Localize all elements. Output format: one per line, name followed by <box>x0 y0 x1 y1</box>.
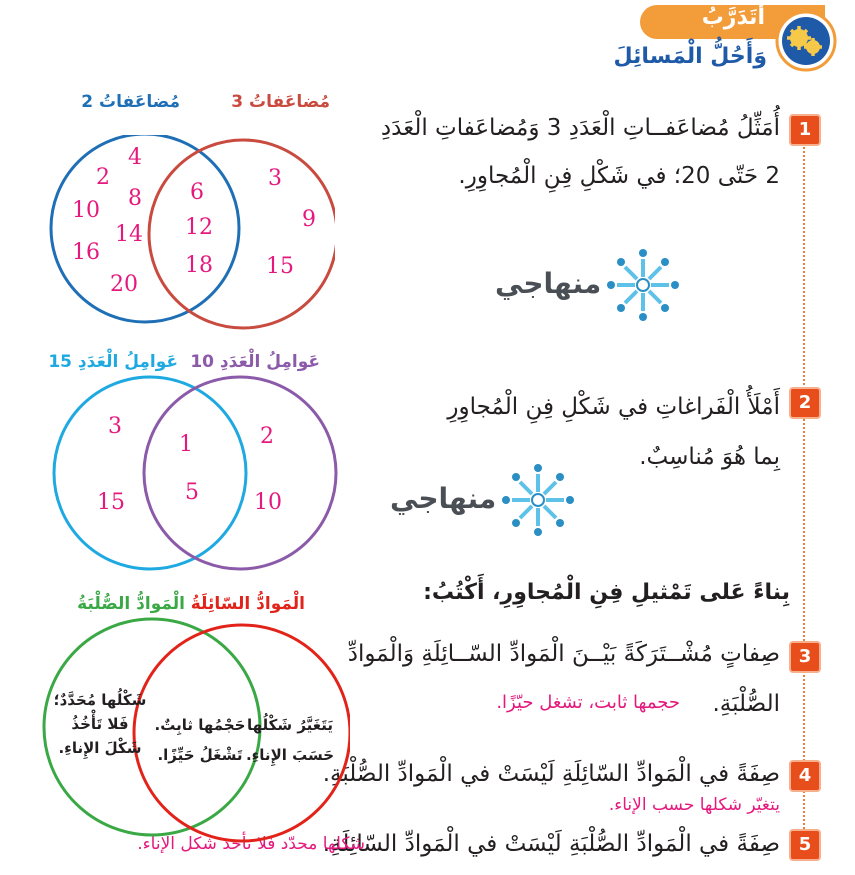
venn2-value: 2 <box>260 424 274 449</box>
venn3-left-line: فَلا تَأْخُذُ <box>71 715 129 733</box>
venn3-left-title: الْمَوادُّ الصُّلْبَةُ <box>77 594 185 614</box>
venn3-left-text <box>45 688 155 760</box>
question-3-number: 3 <box>789 641 821 673</box>
question-5-answer: شكلها محدّد فلا تأخذ شكل الإناء. <box>137 834 365 854</box>
venn2-value: 1 <box>179 432 193 457</box>
question-3-answer: حجمها ثابت، تشغل حيّزًا. <box>496 692 680 713</box>
venn1-value: 12 <box>185 215 213 240</box>
header-title-line2: وَأَحُلُّ الْمَسائِلَ <box>613 44 767 69</box>
manhaji-logo-1 <box>495 245 695 325</box>
venn3-right-line: يَتَغَيَّرُ شَكْلُها <box>246 716 334 734</box>
instruction-heading: بِناءً عَلى تَمْثيلِ فِنِ الْمُجاوِرِ، أَكْتُبُ: <box>423 580 790 605</box>
venn1-right-title: مُضاعَفاتُ 3 <box>231 92 330 112</box>
venn3-both-line: تَشْغَلُ حَيِّزًا. <box>157 746 243 764</box>
venn1-value: 4 <box>128 145 142 170</box>
venn1-value: 14 <box>115 222 143 247</box>
venn1-value: 9 <box>302 207 316 232</box>
venn1-right-circle <box>149 140 335 328</box>
venn3-left-line: شَكْلَ الإِناءِ. <box>58 739 142 757</box>
venn2-left-circle <box>54 377 246 569</box>
venn1-value: 20 <box>110 272 138 297</box>
question-4-line1: صِفَةً في الْمَوادِّ السّائِلَةِ لَيْسَتْ في الْمَوادِّ الصُّلْبَةِ. <box>322 761 780 787</box>
manhaji-emblem-icon <box>603 245 683 325</box>
venn1-left-title: مُضاعَفاتُ 2 <box>81 92 180 112</box>
venn3-left-line: شَكْلُها مُحَدَّدٌ؛ <box>53 691 147 709</box>
timeline-divider <box>803 120 805 860</box>
venn2-value: 15 <box>97 490 125 515</box>
question-2-line1: أَمْلَأُ الْفَراغاتِ في شَكْلِ فِنِ الْمُجاوِرِ <box>447 394 780 420</box>
question-2-number: 2 <box>789 387 821 419</box>
question-2-line2: بِما هُوَ مُناسِبٌ. <box>639 444 780 470</box>
venn3-right-title: الْمَوادُّ السّائِلَةُ <box>190 594 305 614</box>
question-1-line2: 2 حَتّى 20؛ في شَكْلِ فِنِ الْمُجاوِرِ. <box>458 163 780 189</box>
question-3-line2: الصُّلْبَةِ. <box>712 691 780 717</box>
question-1-line1: أُمَثِّلُ مُضاعَفــاتِ الْعَدَدِ 3 وَمُضاعَفاتِ الْعَدَدِ <box>380 115 780 141</box>
venn3-right-line: حَسَبَ الإِناءِ. <box>245 746 335 764</box>
question-1-number: 1 <box>789 114 821 146</box>
venn2-value: 10 <box>254 490 282 515</box>
gears-icon <box>775 10 837 72</box>
venn1-value: 15 <box>266 254 294 279</box>
question-5-number: 5 <box>789 829 821 861</box>
venn2-value: 5 <box>185 480 199 505</box>
question-3-line1: صِفاتٍ مُشْــتَرَكَةً بَيْــنَ الْمَوادِّ السّــائِلَةِ وَالْمَوادِّ <box>347 641 780 667</box>
venn1-value: 3 <box>268 166 282 191</box>
header-title-line1: أَتَدَرَّبُ <box>701 5 765 30</box>
venn2-value: 3 <box>108 414 122 439</box>
venn2-left-title: عَوامِلُ الْعَدَدِ 15 <box>48 352 178 372</box>
venn1-value: 2 <box>96 165 110 190</box>
manhaji-emblem-icon <box>498 460 578 540</box>
venn1-value: 16 <box>72 240 100 265</box>
question-4-number: 4 <box>789 760 821 792</box>
manhaji-logo-text: منهاجي <box>390 482 497 515</box>
venn3-both-line: حَجْمُها ثابِتٌ. <box>154 716 246 734</box>
manhaji-logo-2 <box>390 458 590 538</box>
venn3-right-text <box>235 710 345 770</box>
question-5-line1: صِفَةً في الْمَوادِّ الصُّلْبَةِ لَيْسَتْ في الْمَوادِّ السّائِلَةِ. <box>322 831 780 857</box>
venn2-right-circle <box>144 377 336 569</box>
venn1-value: 18 <box>185 253 213 278</box>
venn-diagram-2 <box>50 375 340 575</box>
manhaji-logo-text: منهاجي <box>495 267 602 300</box>
venn1-value: 10 <box>72 198 100 223</box>
venn1-value: 8 <box>128 186 142 211</box>
venn1-value: 6 <box>190 180 204 205</box>
venn2-right-title: عَوامِلُ الْعَدَدِ 10 <box>190 352 320 372</box>
question-4-answer: يتغيّر شكلها حسب الإناء. <box>608 795 780 815</box>
